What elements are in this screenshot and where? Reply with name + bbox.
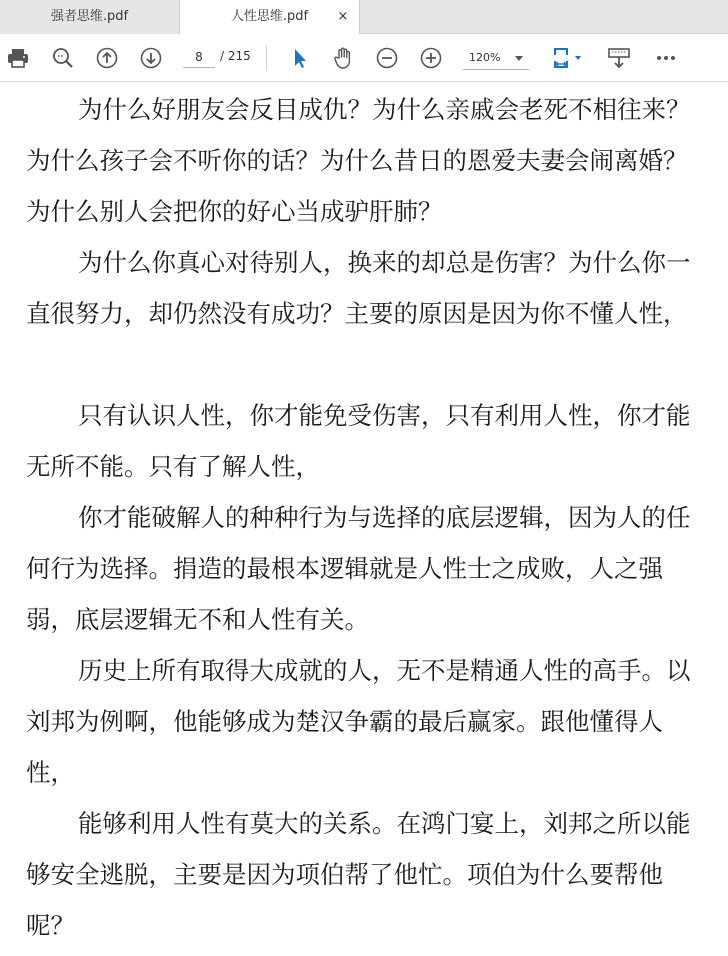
zoom-out-icon[interactable] — [375, 46, 399, 70]
close-icon[interactable]: × — [337, 9, 349, 24]
zoom-level-value: 120% — [469, 51, 501, 64]
zoom-level-select[interactable] — [463, 46, 529, 70]
page-number-input[interactable] — [183, 46, 215, 68]
page-total: / 215 — [220, 49, 251, 63]
more-icon[interactable] — [654, 46, 678, 70]
tab-renxing-siwei[interactable] — [180, 0, 360, 35]
chevron-down-icon — [515, 56, 523, 61]
paragraph: 历史上所有取得大成就的人，无不是精通人性的高手。以刘邦为例啊，他能够成为楚汉争霸的最后赢家。跟他懂得人性， — [26, 656, 691, 787]
tab-bar — [0, 0, 728, 34]
tab-qiangzhe-siwei[interactable] — [0, 0, 180, 34]
zoom-in-icon[interactable] — [419, 46, 443, 70]
page-up-icon[interactable] — [95, 46, 119, 70]
zoom-marquee-icon[interactable] — [51, 46, 75, 70]
document-page — [0, 82, 728, 956]
hand-tool-icon[interactable] — [331, 46, 355, 70]
paragraph: 只有认识人性，你才能免受伤害，只有利用人性，你才能无所不能。只有了解人性， — [26, 401, 691, 481]
paragraph: 你才能破解人的种种行为与选择的底层逻辑，因为人的任何行为选择。捐造的最根本逻辑就是人性士之成败，人之强弱，底层逻辑无不和人性有关。 — [26, 503, 691, 634]
paragraph: 能够利用人性有莫大的关系。在鸿门宴上，刘邦之所以能够安全逃脱，主要是因为项伯帮了他忙。项伯为什么要帮他呢？ — [26, 809, 691, 940]
paragraph: 为什么好朋友会反目成仇？为什么亲戚会老死不相往来？为什么孩子会不听你的话？为什么昔日的恩爱夫妻会闹离婚？为什么别人会把你的好心当成驴肝肺？ — [26, 95, 691, 226]
tab-label: 强者思维.pdf — [50, 9, 129, 24]
paragraph: 为什么你真心对待别人，换来的却总是伤害？为什么你一直很努力，却仍然没有成功？主要的原因是因为你不懂人性， — [26, 248, 691, 328]
fit-width-icon[interactable] — [551, 46, 585, 70]
tab-label: 人性思维.pdf — [230, 9, 309, 24]
toolbar-divider — [266, 45, 267, 71]
read-mode-icon[interactable] — [607, 46, 631, 70]
print-icon[interactable] — [6, 46, 30, 70]
page-down-icon[interactable] — [139, 46, 163, 70]
toolbar — [0, 34, 728, 82]
select-cursor-icon[interactable] — [288, 46, 312, 70]
